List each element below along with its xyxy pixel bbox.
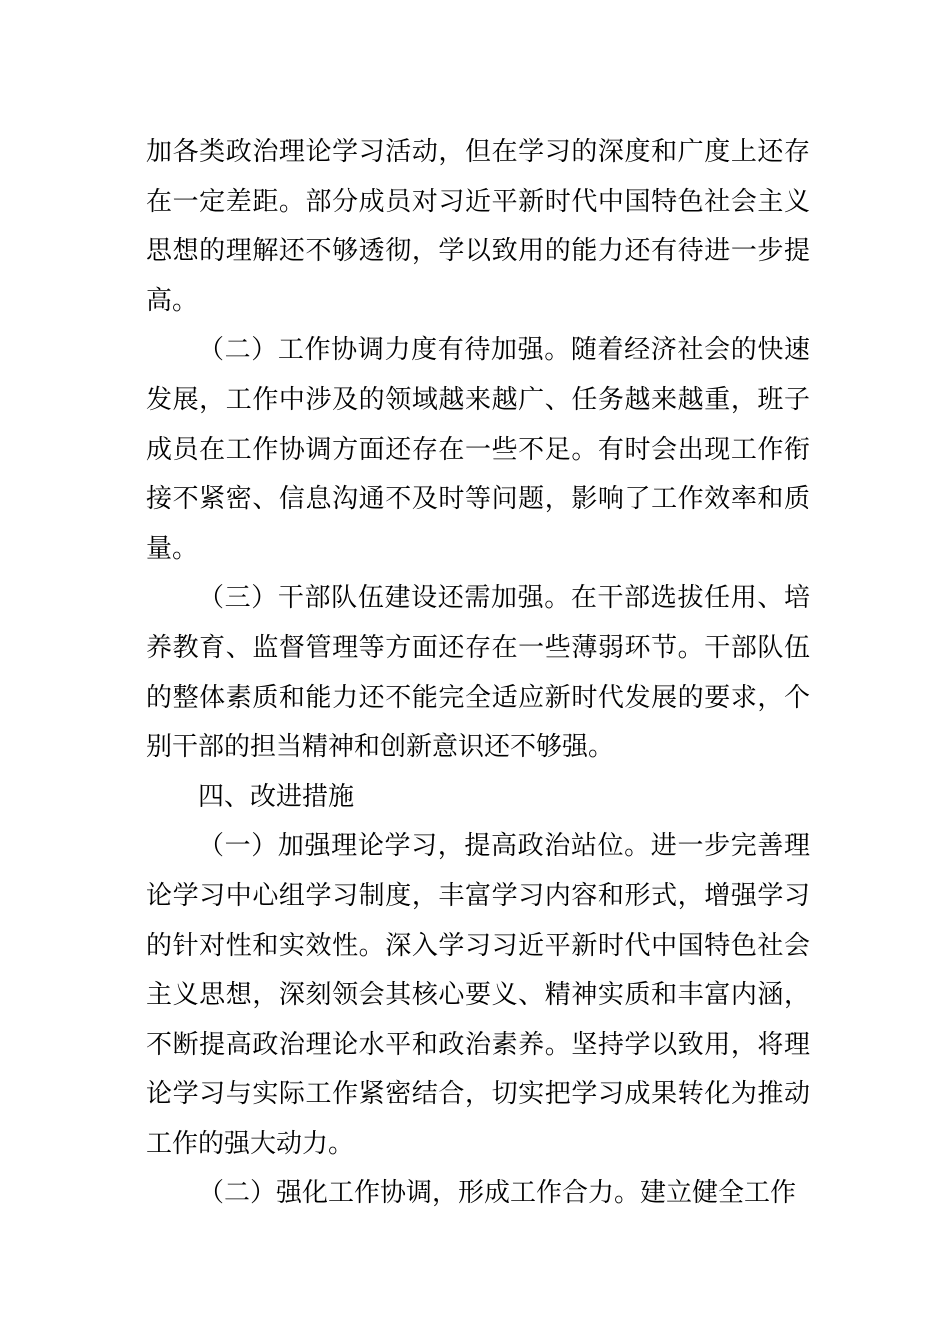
paragraph-strengthen-coordination: （二）强化工作协调，形成工作合力。建立健全工作: [198, 1178, 797, 1209]
section-heading-improvement-measures: 四、改进措施: [198, 781, 355, 812]
document-body: [146, 128, 810, 1219]
paragraph-work-coordination: （二）工作协调力度有待加强。随着经济社会的快速发展，工作中涉及的领域越来越广、任务越来越重，班子成员在工作协调方面还存在一些不足。有时会出现工作衔接不紧密、信息沟通不及时等问题，影响了工作效率和质量。: [146, 335, 810, 564]
paragraph-continued-study-gap: 加各类政治理论学习活动，但在学习的深度和广度上还存在一定差距。部分成员对习近平新时代中国特色社会主义思想的理解还不够透彻，学以致用的能力还有待进一步提高。: [146, 137, 810, 316]
paragraph-theory-study: （一）加强理论学习，提高政治站位。进一步完善理论学习中心组学习制度，丰富学习内容和形式，增强学习的针对性和实效性。深入学习习近平新时代中国特色社会主义思想，深刻领会其核心要义、精神实质和丰富内涵，不断提高政治理论水平和政治素养。坚持学以致用，将理论学习与实际工作紧密结合，切实把学习成果转化为推动工作的强大动力。: [146, 831, 810, 1159]
paragraph-cadre-team: （三）干部队伍建设还需加强。在干部选拔任用、培养教育、监督管理等方面还存在一些薄弱环节。干部队伍的整体素质和能力还不能完全适应新时代发展的要求，个别干部的担当精神和创新意识还不够强。: [146, 583, 810, 763]
